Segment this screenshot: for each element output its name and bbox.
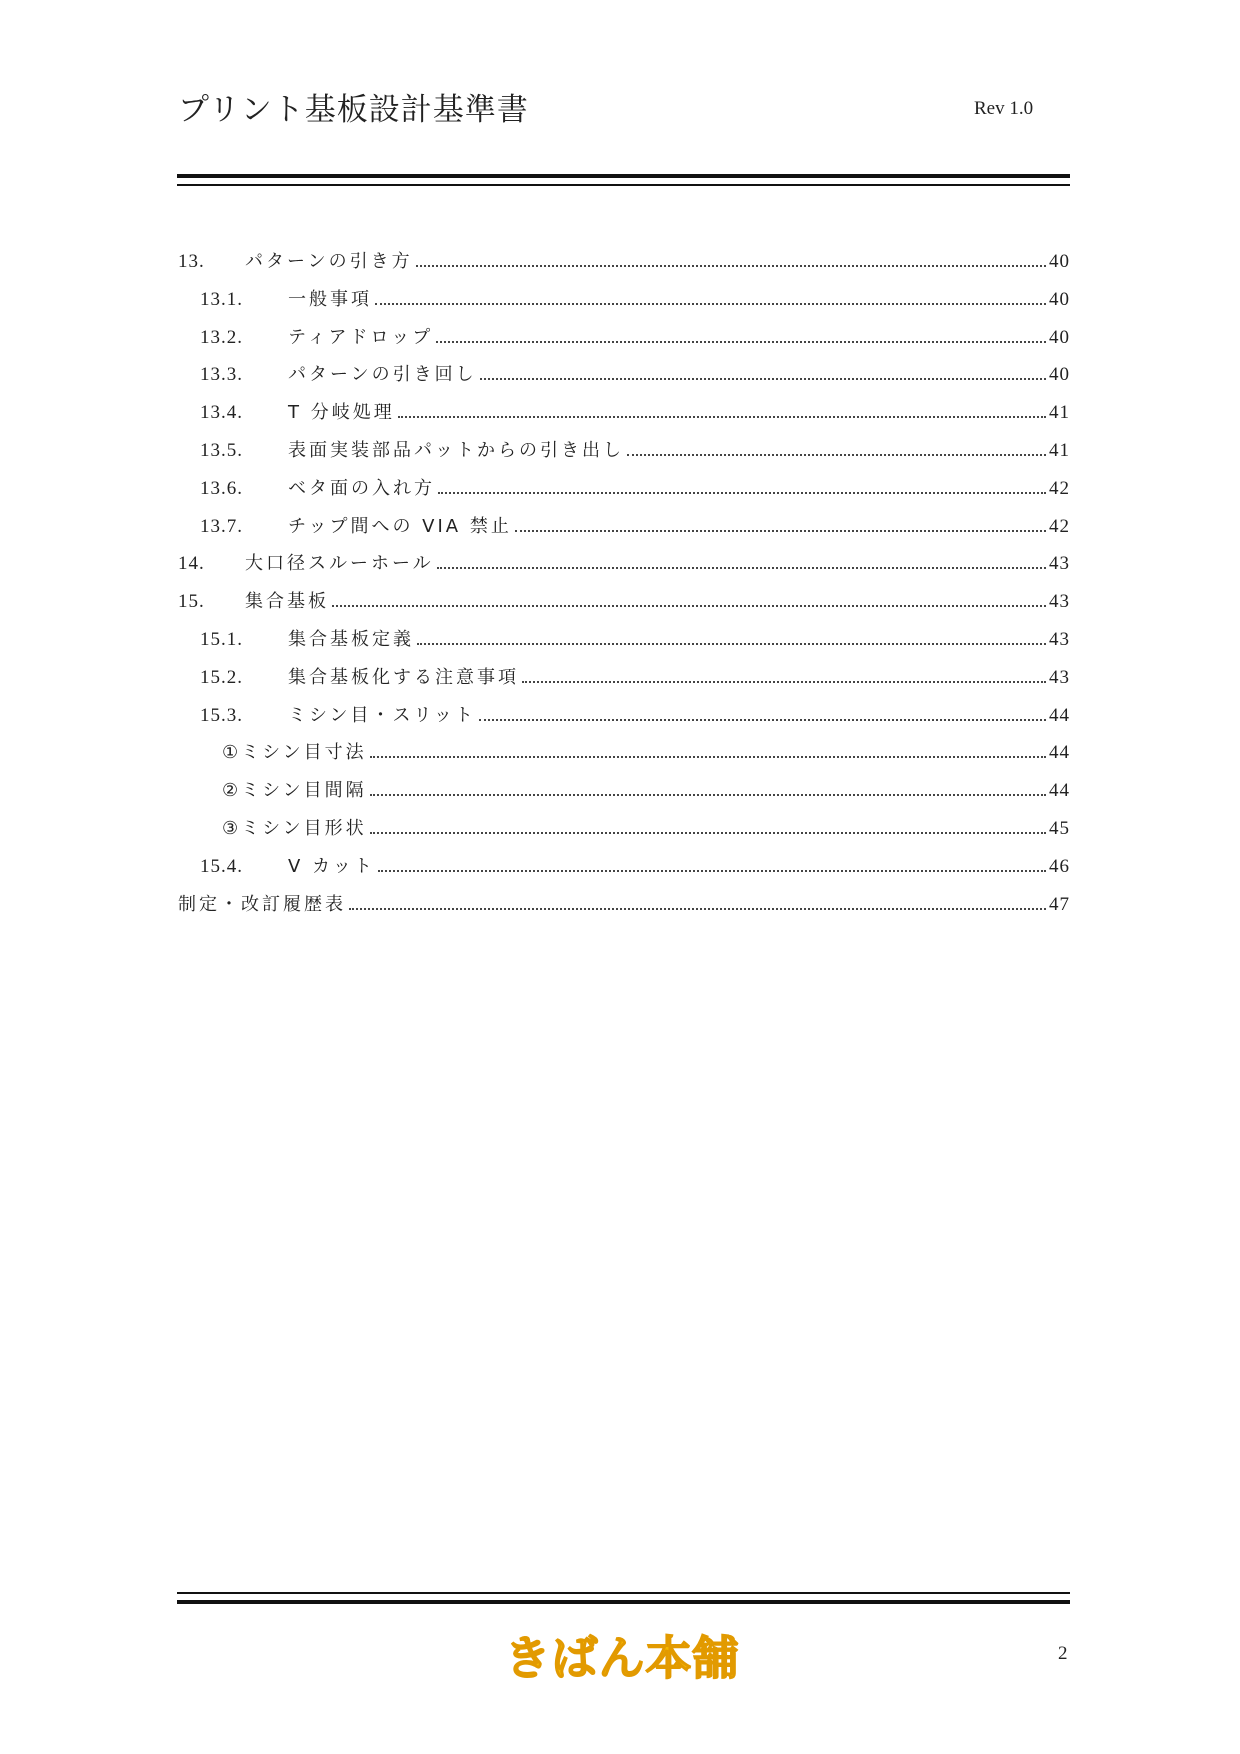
toc-entry-title: 表面実装部品パットからの引き出し xyxy=(288,439,624,461)
toc-entry-page: 41 xyxy=(1049,402,1070,424)
toc-dot-leader xyxy=(522,681,1046,683)
toc-entry-title: V カット xyxy=(288,855,375,877)
toc-dot-leader xyxy=(627,454,1046,456)
toc-entry-number: 13.6. xyxy=(200,477,243,499)
page-number: 2 xyxy=(1058,1643,1068,1664)
toc-entry[interactable] xyxy=(178,360,1070,398)
toc-dot-leader xyxy=(416,265,1046,267)
toc-entry-title: チップ間への VIA 禁止 xyxy=(288,515,512,537)
toc-entry[interactable] xyxy=(178,701,1070,739)
toc-entry-page: 43 xyxy=(1049,591,1070,613)
toc-entry-page: 42 xyxy=(1049,477,1070,499)
toc-entry-page: 43 xyxy=(1049,628,1070,650)
toc-dot-leader xyxy=(349,908,1046,910)
toc-entry-number: 15.2. xyxy=(200,666,243,688)
toc-entry-title: ティアドロップ xyxy=(288,326,434,348)
toc-entry-title: ミシン目・スリット xyxy=(288,704,476,726)
kiban-honpo-logo xyxy=(487,1628,757,1686)
toc-entry-title: ②ミシン目間隔 xyxy=(222,780,367,802)
toc-entry-number: 15.1. xyxy=(200,628,243,650)
toc-dot-leader xyxy=(370,832,1046,834)
toc-dot-leader xyxy=(398,416,1046,418)
revision-label: Rev 1.0 xyxy=(974,98,1034,119)
toc-entry[interactable] xyxy=(178,625,1070,663)
toc-entry-title: 制定・改訂履歴表 xyxy=(178,893,346,915)
toc-dot-leader xyxy=(480,378,1046,380)
toc-entry-number: 15.4. xyxy=(200,855,243,877)
toc-dot-leader xyxy=(370,756,1046,758)
toc-entry-title: ベタ面の入れ方 xyxy=(288,477,435,499)
toc-dot-leader xyxy=(438,492,1046,494)
toc-entry[interactable] xyxy=(178,323,1070,361)
toc-entry-page: 43 xyxy=(1049,666,1070,688)
footer-rule-thick xyxy=(177,1600,1070,1604)
toc-dot-leader xyxy=(515,530,1046,532)
toc-entry-title: パターンの引き方 xyxy=(245,251,413,272)
toc-entry[interactable] xyxy=(178,738,1070,776)
toc-entry[interactable] xyxy=(178,247,1070,285)
toc-entry[interactable] xyxy=(178,890,1070,928)
toc-entry-page: 40 xyxy=(1049,326,1070,348)
toc-entry-page: 40 xyxy=(1049,364,1070,386)
toc-entry[interactable] xyxy=(178,436,1070,474)
toc-entry-title: 大口径スルーホール xyxy=(245,553,434,575)
toc-entry-number: 13. xyxy=(178,251,205,272)
toc-entry-title: パターンの引き回し xyxy=(288,364,477,386)
toc-entry-page: 40 xyxy=(1049,288,1070,310)
toc-entry-number: 15.3. xyxy=(200,704,243,726)
toc-entry[interactable] xyxy=(178,776,1070,814)
toc-entry[interactable] xyxy=(178,814,1070,852)
toc-dot-leader xyxy=(437,567,1046,569)
toc-dot-leader xyxy=(375,303,1046,305)
toc-entry-number: 13.7. xyxy=(200,515,243,537)
toc-entry-number: 13.2. xyxy=(200,326,243,348)
header-rule-thick xyxy=(177,174,1070,178)
toc-entry-page: 44 xyxy=(1049,742,1070,764)
toc-entry-number: 13.5. xyxy=(200,439,243,461)
toc-dot-leader xyxy=(479,719,1046,721)
toc-entry-number: 13.1. xyxy=(200,288,243,310)
toc-entry[interactable] xyxy=(178,852,1070,890)
toc-entry-number: 13.4. xyxy=(200,402,243,424)
toc-entry-number: 13.3. xyxy=(200,364,243,386)
toc-entry-page: 45 xyxy=(1049,817,1070,839)
header-rule-thin xyxy=(177,184,1070,186)
toc-entry-page: 44 xyxy=(1049,780,1070,802)
toc-entry-title: 集合基板定義 xyxy=(288,628,414,650)
logo-graphic xyxy=(487,1628,757,1686)
toc-entry-page: 47 xyxy=(1049,893,1070,915)
toc-dot-leader xyxy=(417,643,1046,645)
toc-entry-page: 41 xyxy=(1049,439,1070,461)
toc-entry-page: 40 xyxy=(1049,251,1070,272)
document-title: プリント基板設計基準書 xyxy=(178,92,529,128)
toc-entry-number: 15. xyxy=(178,591,205,613)
toc-entry-title: ①ミシン目寸法 xyxy=(222,742,367,764)
toc-entry-page: 44 xyxy=(1049,704,1070,726)
toc-dot-leader xyxy=(332,605,1046,607)
toc-entry[interactable] xyxy=(178,285,1070,323)
toc-entry-title: 集合基板化する注意事項 xyxy=(288,666,519,688)
toc-entry[interactable] xyxy=(178,587,1070,625)
toc-dot-leader xyxy=(370,794,1046,796)
toc-entry[interactable] xyxy=(178,549,1070,587)
toc-entry-page: 43 xyxy=(1049,553,1070,575)
toc-entry-page: 46 xyxy=(1049,855,1070,877)
toc-entry[interactable] xyxy=(178,398,1070,436)
toc-dot-leader xyxy=(436,341,1046,343)
toc-entry-title: 一般事項 xyxy=(288,288,372,310)
toc-entry[interactable] xyxy=(178,474,1070,512)
toc-entry[interactable] xyxy=(178,663,1070,701)
footer-rule-thin xyxy=(177,1592,1070,1594)
toc-entry-page: 42 xyxy=(1049,515,1070,537)
toc-entry-title: 集合基板 xyxy=(245,591,329,613)
toc-dot-leader xyxy=(378,870,1046,872)
toc-entry-number: 14. xyxy=(178,553,205,575)
logo-text: きばん本舗 xyxy=(504,1631,740,1685)
toc-entry-title: ③ミシン目形状 xyxy=(222,817,367,839)
table-of-contents xyxy=(178,247,1070,927)
toc-entry-title: T 分岐処理 xyxy=(288,402,395,424)
toc-entry[interactable] xyxy=(178,512,1070,550)
